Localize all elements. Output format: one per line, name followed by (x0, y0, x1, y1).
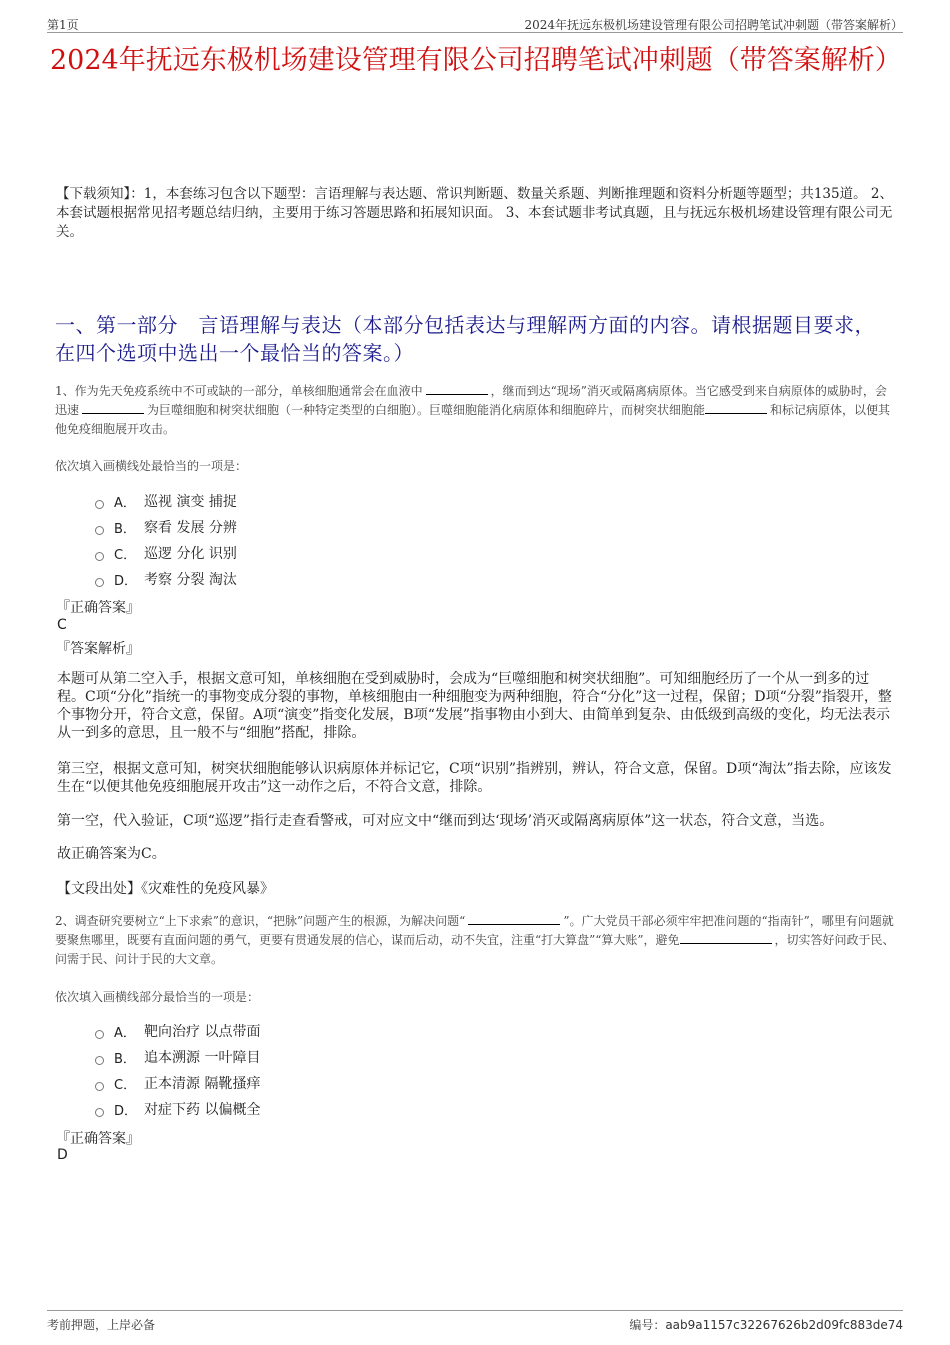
analysis-paragraph-3: 第一空，代入验证，C项“巡逻”指行走查看警戒，可对应文中“继而到达‘现场’消灭或隔离病原体”这一状态，符合文意，当选。 (57, 813, 834, 829)
radio-icon[interactable] (95, 578, 104, 587)
blank-2 (680, 932, 772, 944)
q1-part-1: 1、作为先天免疫系统中不可或缺的一部分，单核细胞通常会在血液中 (55, 384, 423, 398)
option-b[interactable] (95, 1044, 260, 1070)
page-header (47, 14, 903, 33)
option-text: 正本清源 隔靴搔痒 (144, 1076, 261, 1092)
radio-icon[interactable] (95, 1030, 104, 1039)
option-text: 追本溯源 一叶障目 (144, 1050, 261, 1066)
q2-part-2: ”。广大党员干部必须牢牢把准问题的“指南针”，哪里有问题就要聚焦哪里，既要有直面问题的勇气，更要有贯通发展的信心，谋而后动，动不失宜，注重“打大算盘”“算大账”，避免 (55, 914, 894, 947)
analysis-paragraph-2: 第三空，根据文意可知，树突状细胞能够认识病原体并标记它，C项“识别”指辨别，辨认，符合文意，保留。D项“淘汰”指去除，应该发生在“以便其他免疫细胞展开攻击”这一动作之后，不符合文意，排除。 (57, 761, 892, 795)
question-1-text (55, 382, 895, 439)
radio-icon[interactable] (95, 552, 104, 561)
radio-icon[interactable] (95, 500, 104, 509)
analysis-paragraph-4: 故正确答案为C。 (57, 846, 166, 862)
correct-answer: C (57, 617, 67, 633)
radio-icon[interactable] (95, 526, 104, 535)
option-letter: B． (114, 521, 136, 537)
download-notice: 【下载须知】：1，本套练习包含以下题型：言语理解与表达题、常识判断题、数量关系题、判断推理题和资料分析题等题型；共135道。 2、本套试题根据常见招考题总结归纳，主要用于练习答题思路和拓展知识面。 3、本套试题非考试真题，且与抚远东极机场建设管理有限公司无关。 (56, 186, 893, 240)
option-letter: A． (114, 1025, 136, 1041)
option-text: 对症下药 以偏概全 (144, 1102, 261, 1118)
option-letter: B． (114, 1051, 136, 1067)
question-2-text (55, 912, 895, 969)
option-c[interactable] (95, 1070, 260, 1096)
q2-part-1: 2、调查研究要树立“上下求索”的意识，“把脉”问题产生的根源，为解决问题“ (55, 914, 466, 928)
option-text: 察看 发展 分辨 (144, 520, 237, 536)
code-value: aab9a1157c32267626b2d09fc883de74 (665, 1318, 903, 1332)
radio-icon[interactable] (95, 1082, 104, 1091)
analysis-label: 『答案解析』 (56, 641, 140, 657)
option-b[interactable] (95, 514, 237, 540)
blank-1 (468, 913, 560, 925)
radio-icon[interactable] (95, 1056, 104, 1065)
q1-part-3: 为巨噬细胞和树突状细胞（一种特定类型的白细胞）。巨噬细胞能消化病原体和细胞碎片，而树突状细胞能 (147, 403, 706, 417)
header-doc-title: 2024年抚远东极机场建设管理有限公司招聘笔试冲刺题（带答案解析） (524, 18, 903, 32)
option-text: 考察 分裂 淘汰 (144, 572, 237, 588)
correct-answer: D (57, 1147, 68, 1163)
q1-part-2: ，继而到达“现场”消灭或隔离病原体。当它感受到来自病原体的威胁时，会迅速 (55, 384, 887, 417)
question-2-prompt: 依次填入画横线部分最恰当的一项是： (55, 990, 260, 1004)
question-1-prompt: 依次填入画横线处最恰当的一项是： (55, 459, 248, 473)
radio-icon[interactable] (95, 1108, 104, 1117)
option-a[interactable] (95, 1018, 260, 1044)
option-text: 巡视 演变 捕捉 (144, 494, 237, 510)
option-d[interactable] (95, 1096, 260, 1122)
option-letter: D． (114, 573, 138, 589)
footer-code (629, 1316, 903, 1333)
page-footer (47, 1310, 903, 1335)
option-c[interactable] (95, 540, 237, 566)
analysis-paragraph-1: 本题可从第二空入手，根据文意可知，单核细胞在受到威胁时，会成为“巨噬细胞和树突状细胞”。可知细胞经历了一个从一到多的过程。C项“分化”指统一的事物变成分裂的事物，单核细胞由一种细胞变为两种细胞，符合“分化”这一过程，保留；D项“分裂”指裂开，整个事物分开，符合文意，保留。A项“演变”指变化发展，B项“发展”指事物由小到大、由简单到复杂、由低级到高级的变化，均无法表示从一到多的意思，且一般不与“细胞”搭配，排除。 (57, 671, 892, 741)
blank-2 (82, 402, 144, 414)
page-number: 第1页 (47, 18, 79, 32)
source-citation: 【文段出处】《灾难性的免疫风暴》 (57, 881, 274, 897)
option-d[interactable] (95, 566, 237, 592)
blank-1 (426, 383, 488, 395)
code-label: 编号： (629, 1318, 666, 1332)
question-2-options (95, 1018, 260, 1122)
question-1-options (95, 488, 237, 592)
q2-part-3: ，切实答好问政于民、问需于民、问计于民的大文章。 (55, 933, 895, 966)
answer-label: 『正确答案』 (56, 600, 140, 616)
option-a[interactable] (95, 488, 237, 514)
option-letter: C． (114, 1077, 137, 1093)
option-text: 靶向治疗 以点带面 (144, 1024, 261, 1040)
blank-3 (705, 402, 767, 414)
answer-label: 『正确答案』 (56, 1131, 140, 1147)
option-text: 巡逻 分化 识别 (144, 546, 237, 562)
document-title: 2024年抚远东极机场建设管理有限公司招聘笔试冲刺题（带答案解析） (50, 45, 902, 76)
option-letter: C． (114, 547, 137, 563)
footer-slogan: 考前押题，上岸必备 (47, 1318, 156, 1332)
option-letter: D． (114, 1103, 138, 1119)
q1-part-4: 和标记病原体，以便其他免疫细胞展开攻击。 (55, 403, 891, 436)
option-letter: A． (114, 495, 136, 511)
section-heading: 一、第一部分 言语理解与表达（本部分包括表达与理解两方面的内容。请根据题目要求，在四个选项中选出一个最恰当的答案。） (55, 313, 875, 365)
